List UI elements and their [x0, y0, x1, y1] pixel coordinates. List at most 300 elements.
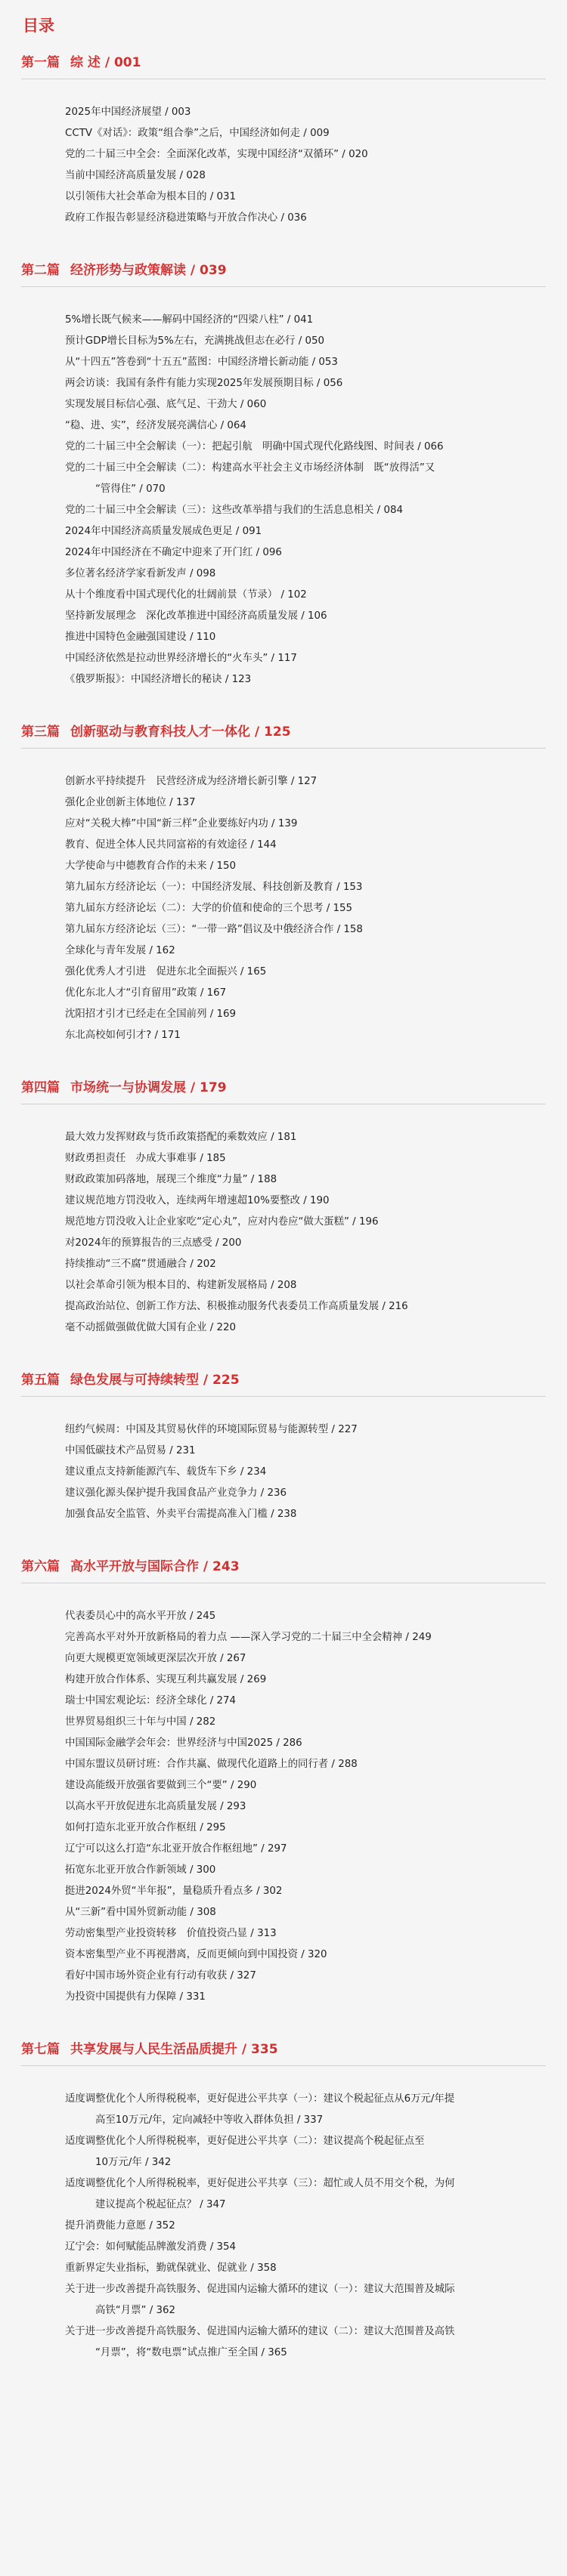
entry-title: 建议强化源头保护提升我国食品产业竞争力 [65, 1487, 258, 1499]
toc-entry[interactable] [65, 585, 537, 606]
entry-title: 世界贸易组织三十年与中国 [65, 1716, 187, 1728]
entry-title-line2: 10万元/年 [95, 2157, 142, 2168]
entry-page: 102 [287, 589, 307, 601]
toc-entry[interactable] [65, 1317, 537, 1339]
entry-page: 139 [277, 818, 298, 829]
entry-page: 234 [246, 1466, 267, 1478]
entry-separator: / [297, 1949, 308, 1960]
toc-entry[interactable] [65, 500, 537, 521]
entry-title: 预计GDP增长目标为5%左右，充满挑战但志在必行 [65, 335, 296, 347]
entry-separator: / [186, 1611, 197, 1622]
entry-page: 064 [227, 420, 246, 431]
entry-title: 挺进2024外贸“半年报”，量稳质升看点多 [65, 1886, 253, 1897]
toc-entry[interactable] [65, 983, 537, 1004]
entry-separator: / [253, 547, 263, 558]
toc-entry[interactable] [65, 1462, 537, 1483]
part-heading[interactable] [21, 2037, 546, 2066]
entry-separator: / [161, 107, 172, 118]
entry-title: 党的二十届三中全会：全面深化改革，实现中国经济“双循环” [65, 149, 339, 160]
entry-title: 以高水平开放促进东北高质量发展 [65, 1801, 217, 1812]
entry-title: 强化优秀人才引进 促进东北全面振兴 [65, 966, 237, 978]
part-title: 高水平开放与国际合作 [70, 1559, 199, 1574]
part-page: 243 [212, 1559, 240, 1574]
toc-entry[interactable] [65, 2237, 537, 2258]
toc-entry[interactable] [65, 814, 537, 835]
toc-entry[interactable] [65, 1966, 537, 1987]
entry-separator: / [253, 1886, 263, 1897]
part-label: 第四篇 [21, 1080, 60, 1095]
toc-entry[interactable] [65, 1025, 537, 1046]
toc-entry[interactable] [65, 606, 537, 627]
part-heading[interactable] [21, 1367, 546, 1397]
entry-separator: / [333, 882, 343, 893]
entry-title: 沈阳招才引才已经走在全国前列 [65, 1008, 207, 1020]
entry-separator: / [267, 1132, 277, 1143]
toc-entry[interactable] [65, 564, 537, 585]
entry-page: 327 [237, 1970, 256, 1981]
part-page: 125 [264, 724, 291, 740]
entry-separator: / [414, 441, 425, 452]
entry-page: 070 [146, 483, 166, 495]
part-page: 225 [212, 1373, 240, 1388]
entry-separator: / [284, 314, 294, 326]
part-separator: / [250, 724, 265, 740]
entry-page: 286 [283, 1737, 302, 1749]
entry-separator: / [206, 1008, 217, 1020]
entry-separator: / [151, 1030, 162, 1041]
toc-entry[interactable] [65, 2321, 537, 2364]
entry-page: 041 [293, 314, 314, 326]
entry-separator: / [141, 2157, 152, 2168]
entry-title-line2: “月票”，将“数电票”试点推广至全国 [95, 2347, 259, 2358]
entry-separator: / [299, 1195, 310, 1206]
entry-separator: / [273, 1737, 284, 1749]
part-title: 共享发展与人民生活品质提升 [70, 2042, 237, 2057]
part-heading[interactable] [21, 1075, 546, 1104]
entry-separator: / [287, 776, 298, 787]
entry-page: 084 [383, 505, 404, 516]
toc-entry[interactable] [65, 1818, 537, 1839]
entry-separator: / [206, 191, 217, 202]
entry-page: 106 [308, 610, 327, 622]
entry-page: 028 [186, 170, 206, 181]
entry-page: 227 [338, 1424, 358, 1435]
toc-entry[interactable] [65, 1712, 537, 1733]
entry-separator: / [146, 2305, 156, 2316]
part-separator: / [199, 1559, 213, 1574]
toc-entry[interactable] [65, 2258, 537, 2279]
toc-entry[interactable] [65, 648, 537, 669]
toc-entry[interactable] [65, 1796, 537, 1818]
toc-entry[interactable] [65, 1191, 537, 1212]
entry-page: 190 [310, 1195, 330, 1206]
entry-separator: / [295, 335, 305, 347]
entry-separator: / [293, 2114, 304, 2126]
entry-separator: / [267, 1280, 277, 1291]
entry-page: 274 [216, 1695, 237, 1707]
entry-page: 267 [226, 1653, 246, 1664]
entry-title: 劳动密集型产业投资转移 价值投资凸显 [65, 1928, 248, 1939]
entry-page: 245 [196, 1611, 216, 1622]
toc-entry[interactable] [65, 208, 537, 229]
part-page: 039 [200, 263, 227, 278]
toc-entry[interactable] [65, 1127, 537, 1148]
toc-entry[interactable] [65, 627, 537, 648]
part-title: 市场统一与协调发展 [70, 1080, 186, 1095]
toc-entry[interactable] [65, 1441, 537, 1462]
entry-separator: / [313, 378, 324, 389]
toc-entry[interactable] [65, 1606, 537, 1627]
entry-title: 坚持新发展理念 深化改革推进中国经济高质量发展 [65, 610, 298, 622]
entry-list [65, 1104, 537, 1354]
entry-page: 091 [242, 526, 262, 537]
toc-entry[interactable] [65, 437, 537, 458]
entry-page: 249 [412, 1632, 432, 1643]
entry-page: 337 [303, 2114, 324, 2126]
entry-page: 060 [246, 399, 267, 410]
part-separator: / [186, 1080, 200, 1095]
entry-title: 纽约气候周：中国及其贸易伙伴的环境国际贸易与能源转型 [65, 1424, 329, 1435]
toc-part-4 [0, 1075, 567, 1354]
toc-entry[interactable] [65, 1775, 537, 1796]
toc-entry[interactable] [65, 1233, 537, 1254]
entry-page: 056 [323, 378, 343, 389]
toc-entry[interactable] [65, 187, 537, 208]
part-page: 335 [251, 2042, 278, 2057]
entry-separator: / [232, 526, 243, 537]
entry-title: 推进中国特色金融强国建设 [65, 632, 187, 643]
toc-entry[interactable] [65, 1212, 537, 1233]
entry-title: 提升消费能力意愿 [65, 2220, 147, 2232]
toc-entry[interactable] [65, 919, 537, 941]
toc-entry[interactable] [65, 542, 537, 564]
part-label: 第二篇 [21, 263, 60, 278]
part-separator: / [199, 1373, 213, 1388]
entry-title: 如何打造东北亚开放合作枢纽 [65, 1822, 197, 1833]
entry-page: 236 [267, 1487, 287, 1499]
entry-page: 200 [222, 1237, 242, 1249]
entry-title: 重新界定失业指标，勤就保就业、促就业 [65, 2262, 248, 2274]
part-label: 第三篇 [21, 724, 60, 740]
toc-entry[interactable] [65, 1648, 537, 1669]
entry-separator: / [379, 1301, 389, 1312]
entry-list [65, 287, 537, 706]
toc-entry[interactable] [65, 771, 537, 792]
entry-page: 169 [216, 1008, 237, 1020]
entry-separator: / [402, 1632, 413, 1643]
entry-separator: / [277, 212, 288, 224]
toc-title: 目录 [23, 17, 54, 35]
entry-page: 320 [308, 1949, 327, 1960]
entry-page: 171 [161, 1030, 181, 1041]
entry-list [65, 79, 537, 244]
toc-entry[interactable] [65, 1923, 537, 1944]
toc-entry[interactable] [65, 1483, 537, 1504]
entry-title: 中国东盟议员研讨班：合作共赢、做现代化道路上的同行者 [65, 1759, 329, 1770]
entry-title: 对2024年的预算报告的三点感受 [65, 1237, 212, 1249]
entry-page: 352 [156, 2220, 175, 2232]
entry-separator: / [146, 945, 156, 956]
part-title: 经济形势与政策解读 [70, 263, 186, 278]
entry-separator: / [247, 1928, 258, 1939]
entry-page: 150 [216, 860, 237, 872]
toc-entry[interactable] [65, 2216, 537, 2237]
entry-title: 应对“关税大棒”中国“新三样”企业要练好内功 [65, 818, 268, 829]
toc-entry[interactable] [65, 669, 537, 690]
entry-title: 拓宽东北亚开放合作新领域 [65, 1864, 187, 1876]
entry-page: 117 [277, 653, 297, 664]
entry-separator: / [166, 797, 176, 808]
toc-entry[interactable] [65, 2089, 537, 2131]
entry-separator: / [323, 903, 333, 914]
entry-list [65, 1397, 537, 1540]
toc-entry[interactable] [65, 1254, 537, 1275]
entry-separator: / [176, 1991, 187, 2003]
toc-entry[interactable] [65, 2131, 537, 2173]
entry-page: 066 [424, 441, 444, 452]
part-heading[interactable] [21, 258, 546, 287]
toc-entry[interactable] [65, 1004, 537, 1025]
toc-entry[interactable] [65, 331, 537, 352]
entry-title: 建议规范地方罚没收入，连续两年增速超10%要整改 [65, 1195, 300, 1206]
toc-entry[interactable] [65, 1691, 537, 1712]
entry-page: 188 [257, 1174, 277, 1185]
entry-title: 中国经济依然是拉动世界经济增长的“火车头” [65, 653, 268, 664]
entry-title: 向更大规模更宽领域更深层次开放 [65, 1653, 217, 1664]
entry-page: 185 [206, 1153, 226, 1164]
entry-page: 308 [197, 1907, 216, 1918]
toc-entry[interactable] [65, 1944, 537, 1966]
entry-title: 以社会革命引领为根本目的、构建新发展格局 [65, 1280, 268, 1291]
entry-title: 加强食品安全监管、外卖平台需提高准入门槛 [65, 1509, 268, 1520]
toc-parts [0, 50, 567, 2379]
entry-separator: / [258, 2347, 268, 2358]
entry-separator: / [146, 2220, 156, 2232]
part-page: 001 [113, 55, 141, 70]
toc-part-6 [0, 1554, 567, 2023]
toc-entry[interactable] [65, 102, 537, 123]
entry-page: 313 [257, 1928, 277, 1939]
entry-page: 165 [246, 966, 267, 978]
entry-title: 大学使命与中德教育合作的未来 [65, 860, 207, 872]
toc-entry[interactable] [65, 1296, 537, 1317]
toc-entry[interactable] [65, 1733, 537, 1754]
entry-separator: / [297, 610, 308, 622]
toc-entry[interactable] [65, 1860, 537, 1881]
toc-entry[interactable] [65, 792, 537, 814]
entry-separator: / [197, 987, 207, 999]
entry-title: 从“十四五”答卷到“十五五”蓝图：中国经济增长新动能 [65, 357, 309, 368]
entry-title: 2025年中国经济展望 [65, 107, 162, 118]
entry-title: 多位著名经济学家看新发声 [65, 568, 187, 579]
entry-separator: / [333, 924, 344, 935]
entry-title: 全球化与青年发展 [65, 945, 147, 956]
entry-title: 提高政治站位、创新工作方法、积极推动服务代表委员工作高质量发展 [65, 1301, 380, 1312]
toc-entry[interactable] [65, 1627, 537, 1648]
part-label: 第六篇 [21, 1559, 60, 1574]
toc-entry[interactable] [65, 144, 537, 165]
toc-entry[interactable] [65, 1881, 537, 1902]
toc-entry[interactable] [65, 1754, 537, 1775]
toc-entry[interactable] [65, 1504, 537, 1525]
entry-title: 两会访谈：我国有条件有能力实现2025年发展预期目标 [65, 378, 314, 389]
toc-entry[interactable] [65, 352, 537, 373]
entry-page: 137 [175, 797, 196, 808]
entry-title-line1: 党的二十届三中全会解读（二）：构建高水平社会主义市场经济体制 既“放得活”又 [65, 462, 435, 474]
toc-entry[interactable] [65, 877, 537, 898]
entry-title: 从十个维度看中国式现代化的壮阔前景（节录） [65, 589, 278, 601]
entry-separator: / [206, 1322, 217, 1333]
entry-separator: / [222, 674, 232, 685]
entry-separator: / [237, 966, 247, 978]
entry-title-line2: “管得住” [95, 483, 137, 495]
toc-entry[interactable] [65, 521, 537, 542]
entry-separator: / [216, 1653, 227, 1664]
entry-separator: / [237, 1674, 247, 1685]
toc-entry[interactable] [65, 835, 537, 856]
entry-separator: / [349, 1216, 359, 1228]
toc-entry[interactable] [65, 2173, 537, 2216]
entry-separator: / [227, 1780, 237, 1791]
entry-page: 220 [216, 1322, 237, 1333]
entry-separator: / [166, 1445, 176, 1456]
entry-page: 282 [196, 1716, 216, 1728]
entry-separator: / [328, 1424, 339, 1435]
entry-title: 代表委员心中的高水平开放 [65, 1611, 187, 1622]
toc-entry[interactable] [65, 165, 537, 187]
entry-page: 342 [151, 2157, 172, 2168]
entry-separator: / [300, 128, 311, 139]
entry-separator: / [257, 1487, 268, 1499]
entry-page: 098 [196, 568, 216, 579]
entry-page: 208 [277, 1280, 297, 1291]
entry-separator: / [206, 1695, 217, 1707]
entry-separator: / [197, 1153, 207, 1164]
entry-separator: / [328, 1759, 339, 1770]
part-heading[interactable] [21, 719, 546, 749]
entry-separator: / [227, 1970, 237, 1981]
toc-part-3 [0, 719, 567, 1061]
entry-separator: / [257, 1843, 268, 1855]
entry-separator: / [217, 420, 228, 431]
entry-title: 看好中国市场外资企业有行动有收获 [65, 1970, 228, 1981]
toc-entry[interactable] [65, 2279, 537, 2321]
entry-page: 127 [297, 776, 318, 787]
toc-entry[interactable] [65, 898, 537, 919]
toc-entry[interactable] [65, 458, 537, 500]
entry-title: 规范地方罚没收入让企业家吃“定心丸”，应对内卷应“做大蛋糕” [65, 1216, 349, 1228]
part-page: 179 [200, 1080, 227, 1095]
toc-entry[interactable] [65, 962, 537, 983]
part-separator: / [100, 55, 114, 70]
entry-separator: / [197, 1822, 207, 1833]
entry-separator: / [186, 632, 197, 643]
toc-entry[interactable] [65, 1148, 537, 1169]
entry-title: 建设高能级开放强省要做到三个“要” [65, 1780, 228, 1791]
entry-title: 5%增长既气候来——解码中国经济的“四梁八柱” [65, 314, 284, 326]
entry-separator: / [277, 589, 288, 601]
entry-title: 构建开放合作体系、实现互利共赢发展 [65, 1674, 237, 1685]
entry-title: “稳、进、实”，经济发展亮满信心 [65, 420, 218, 431]
entry-title-line1: 适度调整优化个人所得税税率，更好促进公平共享（一）：建议个税起征点从6万元/年提 [65, 2093, 455, 2105]
entry-page: 167 [206, 987, 227, 999]
entry-page: 358 [257, 2262, 277, 2274]
entry-separator: / [247, 839, 258, 851]
entry-separator: / [196, 2199, 206, 2210]
entry-title: 2024年中国经济高质量发展成色更足 [65, 526, 233, 537]
entry-title: 强化企业创新主体地位 [65, 797, 166, 808]
entry-title: 毫不动摇做强做优做大国有企业 [65, 1322, 207, 1333]
entry-page: 290 [237, 1780, 257, 1791]
entry-title: 辽宁可以这么打造“东北亚开放合作枢纽地” [65, 1843, 258, 1855]
entry-title: 辽宁会：如何赋能品牌激发消费 [65, 2241, 207, 2253]
entry-page: 162 [156, 945, 175, 956]
entry-title: 财政政策加码落地，展现三个维度“力量” [65, 1174, 248, 1185]
toc-entry[interactable] [65, 1902, 537, 1923]
entry-separator: / [206, 860, 217, 872]
entry-title: 当前中国经济高质量发展 [65, 170, 177, 181]
entry-title: 第九届东方经济论坛（一）：中国经济发展、科技创新及教育 [65, 882, 333, 893]
entry-page: 297 [267, 1843, 287, 1855]
toc-entry[interactable] [65, 373, 537, 394]
part-separator: / [186, 263, 200, 278]
entry-page: 202 [197, 1259, 216, 1270]
entry-page: 302 [262, 1886, 283, 1897]
entry-page: 009 [310, 128, 330, 139]
entry-list [65, 2066, 537, 2379]
toc-entry[interactable] [65, 941, 537, 962]
toc-entry[interactable] [65, 1839, 537, 1860]
entry-title-line2: 高铁“月票” [95, 2305, 147, 2316]
toc-entry[interactable] [65, 310, 537, 331]
entry-title: 以引领伟大社会革命为根本目的 [65, 191, 207, 202]
entry-page: 031 [216, 191, 237, 202]
toc-entry[interactable] [65, 123, 537, 144]
entry-page: 153 [342, 882, 363, 893]
toc-entry[interactable] [65, 1987, 537, 2008]
entry-separator: / [186, 1864, 197, 1876]
entry-page: 365 [268, 2347, 287, 2358]
toc-entry[interactable] [65, 1275, 537, 1296]
entry-title: 第九届东方经济论坛（三）：“一带一路”倡议及中俄经济合作 [65, 924, 334, 935]
toc-entry[interactable] [65, 856, 537, 877]
entry-page: 181 [277, 1132, 297, 1143]
entry-title: 实现发展目标信心强、底气足、干劲大 [65, 399, 237, 410]
entry-separator: / [186, 1716, 197, 1728]
entry-title: 党的二十届三中全会解读（一）：把起引航 明确中国式现代化路线图、时间表 [65, 441, 414, 452]
toc-entry[interactable] [65, 415, 537, 437]
entry-list [65, 749, 537, 1061]
entry-page: 155 [333, 903, 353, 914]
toc-entry[interactable] [65, 1169, 537, 1191]
entry-title: 中国国际金融学会年会：世界经济与中国2025 [65, 1737, 274, 1749]
entry-page: 293 [226, 1801, 246, 1812]
toc-entry[interactable] [65, 1419, 537, 1441]
entry-separator: / [267, 1509, 277, 1520]
entry-page: 216 [389, 1301, 408, 1312]
toc-entry[interactable] [65, 1669, 537, 1691]
entry-page: 331 [186, 1991, 206, 2003]
toc-entry[interactable] [65, 394, 537, 415]
part-heading[interactable] [21, 1554, 546, 1583]
part-title: 绿色发展与可持续转型 [70, 1373, 199, 1388]
entry-title: 2024年中国经济在不确定中迎来了开门红 [65, 547, 253, 558]
toc-part-1 [0, 50, 567, 244]
entry-page: 003 [171, 107, 191, 118]
part-heading[interactable] [21, 50, 546, 79]
entry-title: 从“三新”看中国外贸新动能 [65, 1907, 187, 1918]
entry-page: 110 [196, 632, 216, 643]
